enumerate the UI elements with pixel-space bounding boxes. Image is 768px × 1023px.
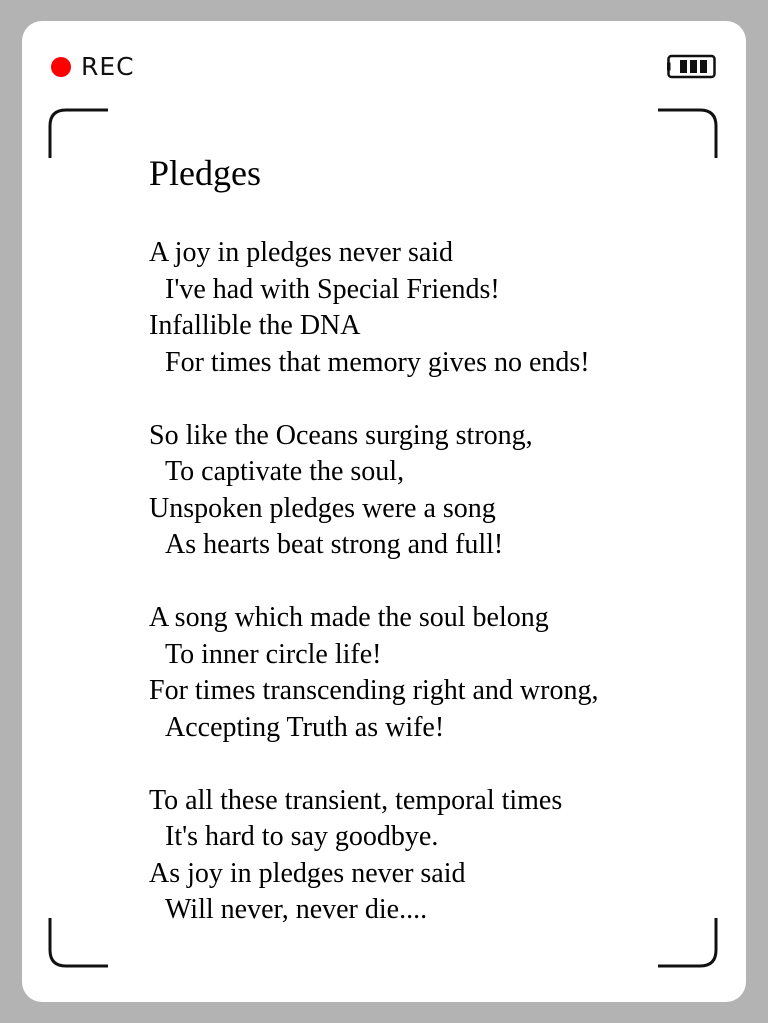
- poem-line: Will never, never die....: [165, 894, 428, 925]
- poem-line: For times that memory gives no ends!: [165, 346, 590, 378]
- poem-stanza: [149, 418, 729, 564]
- poem-line: A song which made the soul belong: [149, 602, 549, 633]
- poem-line: To captivate the soul,: [165, 456, 405, 487]
- poem-body: [149, 235, 729, 929]
- stanza-gap: [149, 746, 729, 783]
- poem-line: Infallible the DNA: [149, 310, 361, 341]
- poem-line: As joy in pledges never said: [149, 857, 466, 889]
- poem-line: To all these transient, temporal times: [149, 784, 563, 816]
- poem-line: So like the Oceans surging strong,: [149, 419, 533, 451]
- recording-dot-icon: [51, 57, 71, 77]
- poem-line: As hearts beat strong and full!: [165, 529, 504, 560]
- poem-stanza: [149, 600, 729, 746]
- poem-line: I've had with Special Friends!: [165, 273, 500, 305]
- poem-line: A joy in pledges never said: [149, 237, 454, 268]
- poem-title: Pledges: [149, 153, 261, 193]
- poem-stanza: [149, 783, 729, 929]
- poem-line: Accepting Truth as wife!: [165, 711, 445, 743]
- poem-line: Unspoken pledges were a song: [149, 492, 496, 524]
- battery-icon: [667, 54, 717, 80]
- stanza-gap: [149, 564, 729, 601]
- stanza-gap: [149, 381, 729, 418]
- recording-indicator: [51, 54, 135, 79]
- frame-corner-top-left: [48, 108, 108, 158]
- poem-line: It's hard to say goodbye.: [165, 821, 439, 852]
- rec-label: REC: [81, 52, 135, 81]
- poem-line: For times transcending right and wrong,: [149, 675, 599, 706]
- viewfinder-frame: [22, 21, 746, 1002]
- frame-corner-bottom-left: [48, 918, 108, 968]
- frame-corner-top-right: [658, 108, 718, 158]
- poem-stanza: [149, 235, 729, 381]
- poem-line: To inner circle life!: [165, 638, 382, 670]
